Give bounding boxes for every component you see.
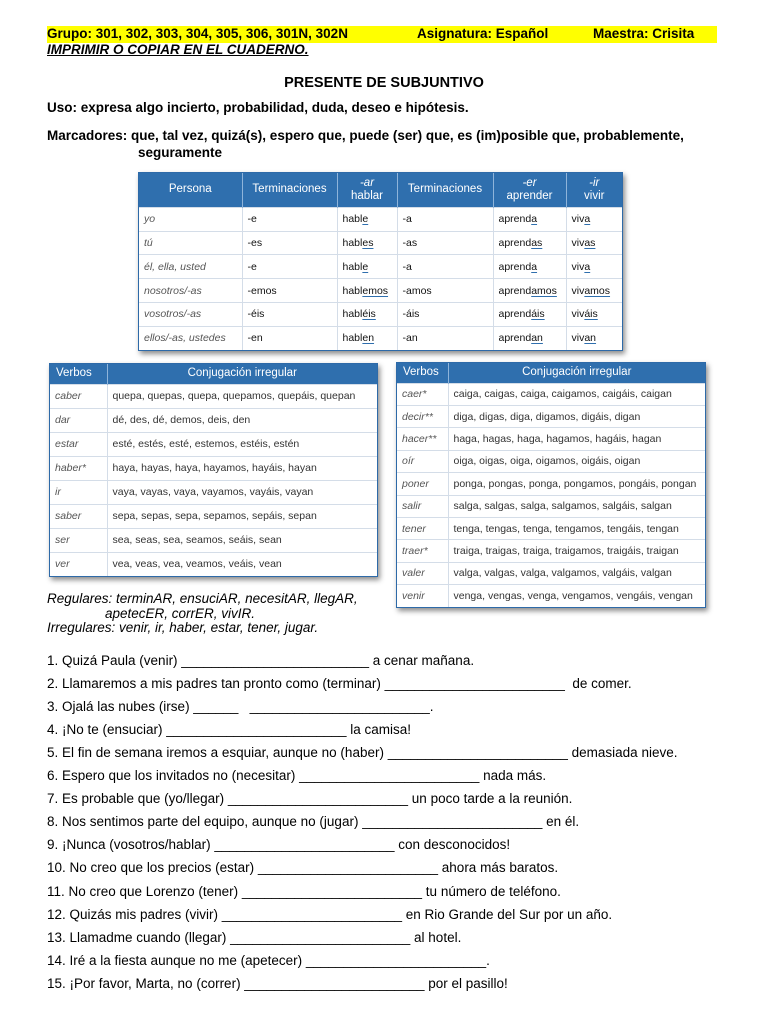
table-row — [397, 517, 705, 539]
group-label: Grupo: 301, 302, 303, 304, 305, 306, 301N, 302N — [47, 26, 348, 41]
instruction: IMPRIMIR O COPIAR EN EL CUADERNO. — [47, 42, 309, 57]
exercise-item: 11. No creo que Lorenzo (tener) ________________________ tu número de teléfono. — [47, 883, 561, 899]
stem: viv — [571, 332, 585, 345]
irregulares-line: Irregulares: venir, ir, haber, estar, tener, jugar. — [47, 620, 319, 635]
vivir-form-cell — [566, 302, 622, 326]
verb-cell: poner — [397, 473, 448, 495]
ar-ending-cell: -emos — [242, 279, 337, 303]
table-row — [139, 255, 622, 279]
ending: áis — [584, 308, 598, 321]
exercise-item: 15. ¡Por favor, Marta, no (correr) ________________________ por el pasillo! — [47, 975, 508, 991]
stem: aprend — [498, 213, 532, 226]
ending: a — [584, 260, 591, 273]
col-persona: Persona — [139, 173, 242, 207]
stem: habl — [342, 237, 363, 250]
col-ar-hablar — [337, 173, 397, 207]
subject-label: Asignatura: Español — [417, 26, 549, 41]
er-ir-ending-cell: -a — [397, 255, 493, 279]
table-row — [50, 384, 377, 408]
exercise-item: 13. Llamadme cuando (llegar) ________________________ al hotel. — [47, 929, 462, 945]
exercise-item: 6. Espero que los invitados no (necesitar) ________________________ nada más. — [47, 768, 547, 784]
ar-ending-cell: -e — [242, 255, 337, 279]
exercise-item: 12. Quizás mis padres (vivir) ________________________ en Rio Grande del Sur por un año. — [47, 906, 613, 922]
conjugation-cell: sepa, sepas, sepa, sepamos, sepáis, sepan — [107, 504, 377, 528]
vivir-form-cell — [566, 207, 622, 231]
ending: as — [584, 237, 596, 250]
ar-ending-cell: -éis — [242, 302, 337, 326]
col-conjugacion: Conjugación irregular — [448, 363, 705, 383]
conjugation-cell: ponga, pongas, ponga, pongamos, pongáis, pongan — [448, 473, 705, 495]
stem: habl — [342, 308, 363, 321]
vivir-form-cell — [566, 279, 622, 303]
exercise-item: 5. El fin de semana iremos a esquiar, aunque no (haber) ________________________ demasiada nieve. — [47, 745, 678, 761]
table-row — [50, 432, 377, 456]
verb-cell: oír — [397, 450, 448, 472]
ir-verb-label: vivir — [584, 189, 605, 202]
irregular-table-right — [396, 362, 706, 608]
stem: viv — [571, 237, 585, 250]
er-ir-ending-cell: -áis — [397, 302, 493, 326]
ending: amos — [584, 284, 611, 297]
er-verb-label: aprender — [506, 189, 553, 202]
table-row — [397, 450, 705, 472]
hablar-form-cell — [337, 207, 397, 231]
persona-cell: ellos/-as, ustedes — [139, 326, 242, 350]
ending: éis — [362, 308, 376, 321]
conjugation-cell: oiga, oigas, oiga, oigamos, oigáis, oigan — [448, 450, 705, 472]
table-row — [50, 504, 377, 528]
ending: a — [531, 213, 538, 226]
col-ir-vivir — [566, 173, 622, 207]
col-terminaciones-ar: Terminaciones — [242, 173, 337, 207]
verb-cell: ir — [50, 480, 107, 504]
vivir-form-cell — [566, 255, 622, 279]
ending: emos — [362, 284, 389, 297]
exercise-item: 14. Iré a la fiesta aunque no me (apetecer) ________________________. — [47, 952, 490, 968]
stem: habl — [342, 332, 363, 345]
stem: aprend — [498, 308, 532, 321]
er-ending-label: -er — [522, 176, 537, 189]
persona-cell: nosotros/-as — [139, 279, 242, 303]
table-row — [50, 480, 377, 504]
er-ir-ending-cell: -a — [397, 207, 493, 231]
table-row — [397, 473, 705, 495]
col-conjugacion: Conjugación irregular — [107, 364, 377, 384]
conjugation-cell: esté, estés, esté, estemos, estéis, estén — [107, 432, 377, 456]
verb-cell: traer* — [397, 540, 448, 562]
col-er-aprender — [493, 173, 566, 207]
exercise-item: 10. No creo que los precios (estar) ________________________ ahora más baratos. — [47, 860, 559, 876]
ending: e — [362, 213, 369, 226]
conjugation-cell: diga, digas, diga, digamos, digáis, digan — [448, 406, 705, 428]
table-row — [139, 207, 622, 231]
table-row — [397, 406, 705, 428]
table-row — [139, 326, 622, 350]
conjugation-cell: traiga, traigas, traiga, traigamos, traigáis, traigan — [448, 540, 705, 562]
vivir-form-cell — [566, 231, 622, 255]
conjugation-cell: haga, hagas, haga, hagamos, hagáis, hagan — [448, 428, 705, 450]
exercise-item: 7. Es probable que (yo/llegar) ________________________ un poco tarde a la reunión. — [47, 791, 573, 807]
page-title: PRESENTE DE SUBJUNTIVO — [284, 75, 484, 91]
exercise-item: 8. Nos sentimos parte del equipo, aunque no (jugar) ________________________ en él. — [47, 814, 580, 830]
exercise-item: 3. Ojalá las nubes (irse) ______ ________________________. — [47, 699, 434, 715]
col-verbos: Verbos — [397, 363, 448, 383]
header-bar — [47, 26, 717, 43]
conjugation-cell: valga, valgas, valga, valgamos, valgáis, valgan — [448, 562, 705, 584]
stem: aprend — [498, 284, 532, 297]
table-row — [397, 585, 705, 607]
verb-cell: hacer** — [397, 428, 448, 450]
hablar-form-cell — [337, 231, 397, 255]
ending: amos — [531, 284, 557, 297]
ir-ending-label: -ir — [589, 176, 600, 189]
stem: aprend — [498, 260, 532, 273]
verb-cell: tener — [397, 517, 448, 539]
stem: viv — [571, 308, 585, 321]
exercise-item: 2. Llamaremos a mis padres tan pronto como (terminar) ________________________ de comer. — [47, 676, 632, 692]
exercise-item: 9. ¡Nunca (vosotros/hablar) ________________________ con desconocidos! — [47, 837, 511, 853]
persona-cell: vosotros/-as — [139, 302, 242, 326]
persona-cell: tú — [139, 231, 242, 255]
verb-list — [47, 592, 358, 636]
stem: habl — [342, 260, 363, 273]
col-terminaciones-er-ir: Terminaciones — [397, 173, 493, 207]
stem: habl — [342, 213, 363, 226]
ending: a — [531, 260, 538, 273]
table-row — [397, 540, 705, 562]
ending: an — [531, 332, 543, 345]
aprender-form-cell — [493, 255, 566, 279]
persona-cell: yo — [139, 207, 242, 231]
stem: aprend — [498, 332, 532, 345]
hablar-form-cell — [337, 279, 397, 303]
ending: as — [531, 237, 543, 250]
aprender-form-cell — [493, 302, 566, 326]
conjugation-cell: salga, salgas, salga, salgamos, salgáis, salgan — [448, 495, 705, 517]
verb-cell: decir** — [397, 406, 448, 428]
ar-verb-label: hablar — [351, 189, 383, 202]
table-row — [50, 552, 377, 576]
ending: e — [362, 260, 369, 273]
verb-cell: caber — [50, 384, 107, 408]
aprender-form-cell — [493, 326, 566, 350]
verb-cell: estar — [50, 432, 107, 456]
irregular-table-left — [49, 363, 378, 577]
verb-cell: salir — [397, 495, 448, 517]
aprender-form-cell — [493, 279, 566, 303]
stem: viv — [571, 213, 585, 226]
table-row — [50, 408, 377, 432]
endings-table — [138, 172, 623, 351]
verb-cell: ser — [50, 528, 107, 552]
er-ir-ending-cell: -an — [397, 326, 493, 350]
regulares-line: Regulares: terminAR, ensuciAR, necesitAR, llegAR, — [47, 591, 358, 606]
table-row — [50, 456, 377, 480]
ending: en — [362, 332, 375, 345]
aprender-form-cell — [493, 231, 566, 255]
verb-cell: venir — [397, 585, 448, 607]
table-row — [397, 562, 705, 584]
conjugation-cell: dé, des, dé, demos, deis, den — [107, 408, 377, 432]
table-row — [139, 279, 622, 303]
conjugation-cell: vaya, vayas, vaya, vayamos, vayáis, vayan — [107, 480, 377, 504]
conjugation-cell: sea, seas, sea, seamos, seáis, sean — [107, 528, 377, 552]
table-row — [397, 495, 705, 517]
conjugation-cell: venga, vengas, venga, vengamos, vengáis, vengan — [448, 585, 705, 607]
conjugation-cell: haya, hayas, haya, hayamos, hayáis, hayan — [107, 456, 377, 480]
hablar-form-cell — [337, 326, 397, 350]
exercise-item: 1. Quizá Paula (venir) _________________________ a cenar mañana. — [47, 653, 475, 668]
stem: viv — [571, 284, 585, 297]
ending: áis — [531, 308, 545, 321]
uso-text: Uso: expresa algo incierto, probabilidad, duda, deseo e hipótesis. — [47, 100, 469, 115]
table-row — [139, 231, 622, 255]
ar-ending-cell: -en — [242, 326, 337, 350]
ar-ending-cell: -e — [242, 207, 337, 231]
er-ir-ending-cell: -as — [397, 231, 493, 255]
regulares-line-cont: apetecER, corrER, vivIR. — [105, 605, 256, 621]
stem: aprend — [498, 237, 532, 250]
table-row — [139, 302, 622, 326]
table-row — [397, 383, 705, 405]
verb-cell: saber — [50, 504, 107, 528]
ending: a — [584, 213, 591, 226]
conjugation-cell: tenga, tengas, tenga, tengamos, tengáis, tengan — [448, 517, 705, 539]
verb-cell: caer* — [397, 383, 448, 405]
conjugation-cell: caiga, caigas, caiga, caigamos, caigáis, caigan — [448, 383, 705, 405]
table-row — [397, 428, 705, 450]
hablar-form-cell — [337, 302, 397, 326]
exercise-item: 4. ¡No te (ensuciar) ________________________ la camisa! — [47, 722, 412, 738]
ar-ending-cell: -es — [242, 231, 337, 255]
persona-cell: él, ella, usted — [139, 255, 242, 279]
col-verbos: Verbos — [50, 364, 107, 384]
conjugation-cell: vea, veas, vea, veamos, veáis, vean — [107, 552, 377, 576]
marcadores-text-cont: seguramente — [138, 145, 223, 160]
hablar-form-cell — [337, 255, 397, 279]
conjugation-cell: quepa, quepas, quepa, quepamos, quepáis, quepan — [107, 384, 377, 408]
verb-cell: valer — [397, 562, 448, 584]
verb-cell: haber* — [50, 456, 107, 480]
ending: an — [584, 332, 597, 345]
verb-cell: dar — [50, 408, 107, 432]
marcadores-text: Marcadores: que, tal vez, quizá(s), espero que, puede (ser) que, es (im)posible que, probablemente, — [47, 128, 684, 143]
verb-cell: ver — [50, 552, 107, 576]
stem: viv — [571, 260, 585, 273]
er-ir-ending-cell: -amos — [397, 279, 493, 303]
ending: es — [362, 237, 374, 250]
aprender-form-cell — [493, 207, 566, 231]
stem: habl — [342, 284, 363, 297]
ar-ending-label: -ar — [359, 176, 375, 189]
teacher-label: Maestra: Crisita — [593, 26, 695, 41]
table-row — [50, 528, 377, 552]
vivir-form-cell — [566, 326, 622, 350]
